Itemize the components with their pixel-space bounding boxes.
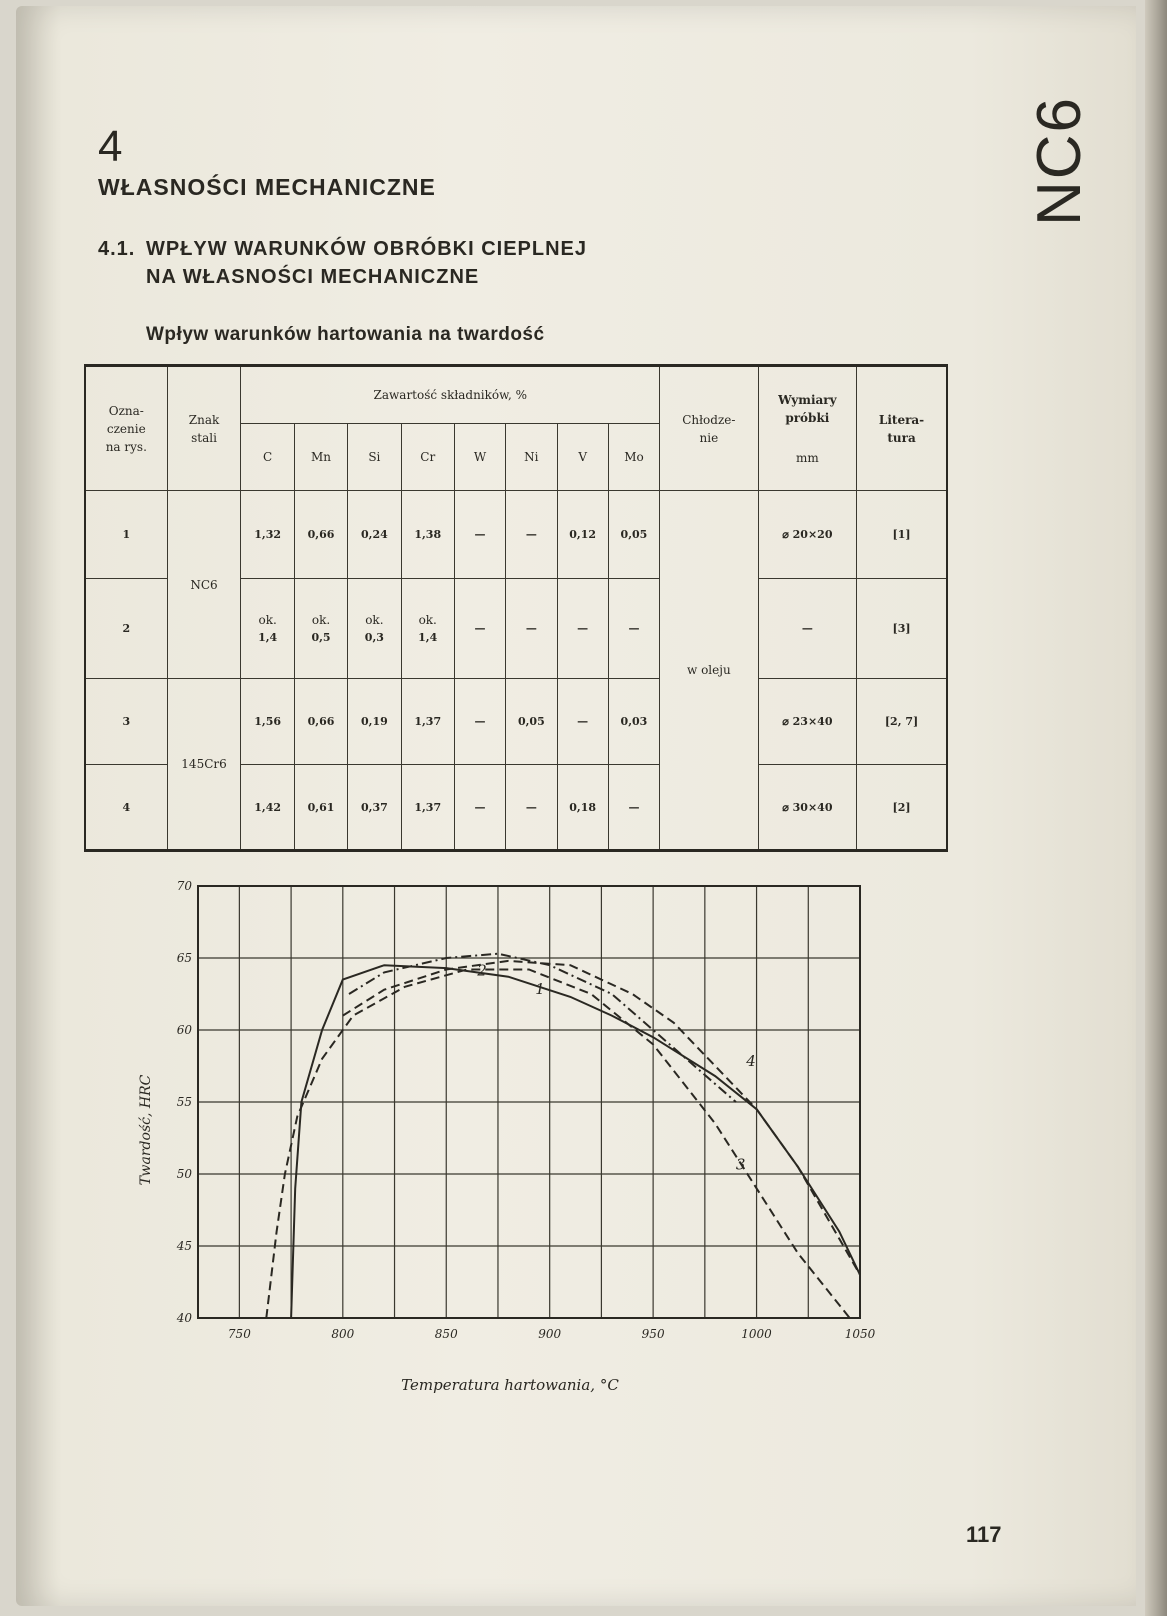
cell-cr: 1,38 bbox=[401, 491, 454, 579]
cell-c: 1,32 bbox=[241, 491, 294, 579]
chart-tick-labels bbox=[176, 880, 876, 1341]
header-element-mn: Mn bbox=[294, 424, 347, 491]
header-element-v: V bbox=[557, 424, 608, 491]
header-composition: Zawartość składników, % bbox=[241, 366, 660, 424]
curve-label-4: 4 bbox=[746, 1052, 756, 1070]
header-element-mo: Mo bbox=[608, 424, 659, 491]
y-tick-label: 55 bbox=[176, 1095, 192, 1109]
x-tick-label: 850 bbox=[434, 1327, 458, 1341]
cell-v: 0,12 bbox=[557, 491, 608, 579]
cell-sample: ⌀ 20×20 bbox=[758, 491, 857, 579]
composition-table bbox=[84, 364, 948, 852]
row-id: 2 bbox=[85, 579, 167, 679]
x-tick-label: 1000 bbox=[741, 1327, 772, 1341]
series-line-4 bbox=[291, 965, 860, 1318]
header-designation: Ozna- czenie na rys. bbox=[85, 366, 167, 491]
cell-cr: 1,37 bbox=[401, 679, 454, 765]
header-literature: Litera- tura bbox=[857, 366, 947, 491]
cell-si: 0,37 bbox=[348, 765, 401, 851]
cell-c: 1,42 bbox=[241, 765, 294, 851]
y-tick-label: 70 bbox=[176, 880, 192, 893]
table-row bbox=[85, 679, 947, 765]
chart-annotations bbox=[476, 961, 755, 1173]
cell-ni: — bbox=[506, 765, 557, 851]
steel-grade-nc6: NC6 bbox=[167, 491, 241, 679]
row-id: 4 bbox=[85, 765, 167, 851]
x-tick-label: 950 bbox=[641, 1327, 665, 1341]
cell-mo: — bbox=[608, 765, 659, 851]
header-element-cr: Cr bbox=[401, 424, 454, 491]
chart-grid bbox=[198, 886, 860, 1318]
header-element-w: W bbox=[454, 424, 505, 491]
cell-ni: — bbox=[506, 579, 557, 679]
cell-ni: 0,05 bbox=[506, 679, 557, 765]
cell-c: ok. 1,4 bbox=[241, 579, 294, 679]
x-tick-label: 1050 bbox=[844, 1327, 876, 1341]
cell-si: 0,24 bbox=[348, 491, 401, 579]
hardness-chart bbox=[130, 880, 900, 1420]
side-tab-label: NC6 bbox=[1025, 95, 1094, 226]
cell-mn: 0,61 bbox=[294, 765, 347, 851]
cell-w: — bbox=[454, 679, 505, 765]
chart-series bbox=[266, 954, 860, 1318]
cell-sample: — bbox=[758, 579, 857, 679]
cell-v: — bbox=[557, 579, 608, 679]
header-sample: Wymiary próbki mm bbox=[758, 366, 857, 491]
cooling-value: w oleju bbox=[660, 491, 759, 851]
header-steel: Znak stali bbox=[167, 366, 241, 491]
curve-label-1: 1 bbox=[535, 980, 545, 998]
series-line-3 bbox=[266, 970, 849, 1319]
header-element-ni: Ni bbox=[506, 424, 557, 491]
curve-label-2: 2 bbox=[477, 961, 487, 980]
section-title-line1: WPŁYW WARUNKÓW OBRÓBKI CIEPLNEJ bbox=[146, 238, 587, 260]
page-number: 117 bbox=[966, 1522, 1002, 1547]
header-element-c: C bbox=[241, 424, 294, 491]
subsection-title: Wpływ warunków hartowania na twardość bbox=[146, 324, 545, 345]
row-id: 1 bbox=[85, 491, 167, 579]
y-tick-label: 60 bbox=[176, 1023, 192, 1037]
cell-literature: [2] bbox=[857, 765, 947, 851]
cell-si: 0,19 bbox=[348, 679, 401, 765]
section-title-line2: NA WŁASNOŚCI MECHANICZNE bbox=[146, 266, 480, 288]
cell-ni: — bbox=[506, 491, 557, 579]
book-spine bbox=[1145, 0, 1167, 1616]
table-row bbox=[85, 491, 947, 579]
row-id: 3 bbox=[85, 679, 167, 765]
cell-sample: ⌀ 23×40 bbox=[758, 679, 857, 765]
cell-w: — bbox=[454, 765, 505, 851]
cell-w: — bbox=[454, 491, 505, 579]
x-tick-label: 800 bbox=[331, 1327, 355, 1341]
cell-literature: [2, 7] bbox=[857, 679, 947, 765]
cell-cr: ok. 1,4 bbox=[401, 579, 454, 679]
y-tick-label: 65 bbox=[176, 951, 192, 965]
cell-v: — bbox=[557, 679, 608, 765]
cell-mo: — bbox=[608, 579, 659, 679]
cell-mn: ok. 0,5 bbox=[294, 579, 347, 679]
y-tick-label: 45 bbox=[176, 1239, 192, 1253]
cell-mo: 0,05 bbox=[608, 491, 659, 579]
cell-mn: 0,66 bbox=[294, 491, 347, 579]
cell-si: ok. 0,3 bbox=[348, 579, 401, 679]
cell-cr: 1,37 bbox=[401, 765, 454, 851]
cell-c: 1,56 bbox=[241, 679, 294, 765]
x-tick-label: 900 bbox=[538, 1327, 562, 1341]
y-axis-label: Twardość, HRC bbox=[138, 1074, 154, 1186]
cell-v: 0,18 bbox=[557, 765, 608, 851]
header-element-si: Si bbox=[348, 424, 401, 491]
x-axis-label: Temperatura hartowania, °C bbox=[401, 1376, 619, 1394]
cell-literature: [1] bbox=[857, 491, 947, 579]
chapter-title: WŁASNOŚCI MECHANICZNE bbox=[98, 174, 436, 200]
cell-w: — bbox=[454, 579, 505, 679]
y-tick-label: 50 bbox=[176, 1167, 192, 1181]
header-cooling: Chłodze- nie bbox=[660, 366, 759, 491]
cell-sample: ⌀ 30×40 bbox=[758, 765, 857, 851]
cell-literature: [3] bbox=[857, 579, 947, 679]
curve-label-3: 3 bbox=[735, 1155, 746, 1174]
chapter-number: 4 bbox=[98, 122, 123, 171]
section-number: 4.1. bbox=[98, 238, 136, 260]
cell-mn: 0,66 bbox=[294, 679, 347, 765]
cell-mo: 0,03 bbox=[608, 679, 659, 765]
steel-grade-145cr6: 145Cr6 bbox=[167, 679, 241, 851]
x-tick-label: 750 bbox=[227, 1327, 251, 1341]
y-tick-label: 40 bbox=[176, 1311, 192, 1325]
